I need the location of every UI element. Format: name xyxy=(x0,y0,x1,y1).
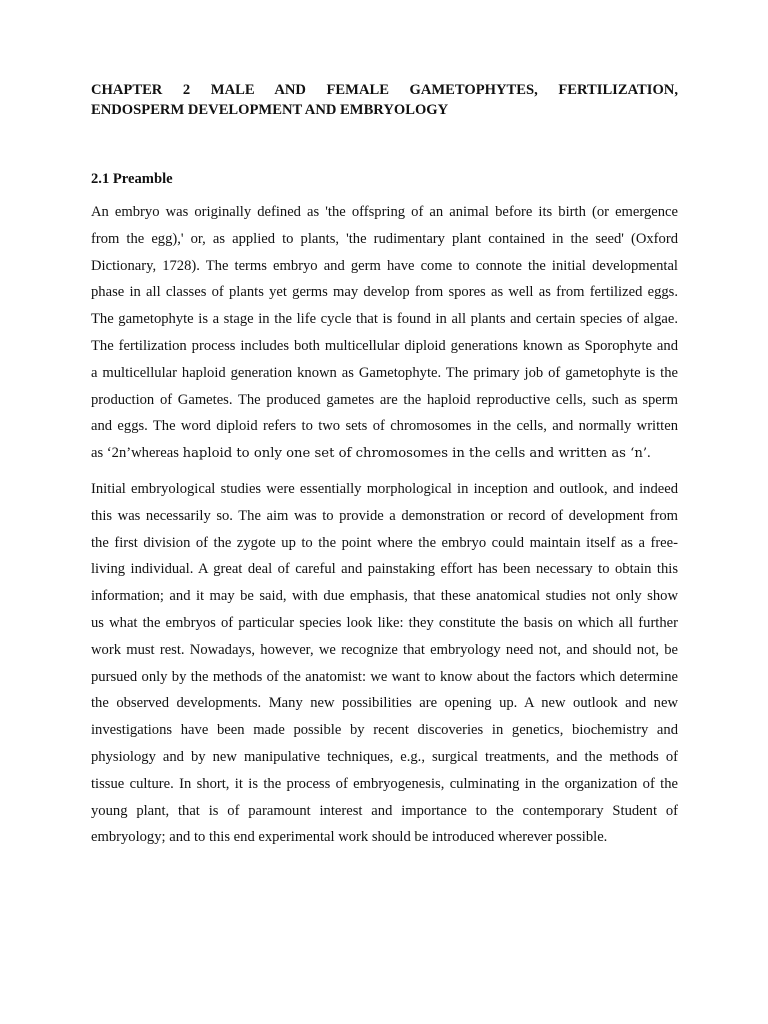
paragraph-line: embryology; and to this end experimental work should be introduced wherever possible. xyxy=(91,829,608,846)
paragraph-line: information; and it may be said, with due emphasis, that these anatomical studies not only show xyxy=(91,588,678,605)
paragraph-line: physiology and by new manipulative techniques, e.g., surgical treatments, and the methods of xyxy=(91,748,678,765)
paragraph-line: the first division of the zygote up to the point where the embryo could maintain itself as a free- xyxy=(91,534,678,551)
paragraph-line: us what the embryos of particular species look like: they constitute the basis on which all further xyxy=(91,614,678,631)
paragraph-line: Dictionary, 1728). The terms embryo and germ have come to connote the initial developmental xyxy=(91,257,678,274)
paragraph-line: The fertilization process includes both multicellular diploid generations known as Sporophyte and xyxy=(91,337,678,354)
paragraph-line: phase in all classes of plants yet germs may develop from spores as well as from fertilized eggs. xyxy=(91,284,678,301)
paragraph-line: production of Gametes. The produced gametes are the haploid reproductive cells, such as sperm xyxy=(91,391,678,408)
last-line-rest: haploid to only one set of chromosomes in the cells and written as ‘n’ xyxy=(182,446,648,462)
last-line-end: . xyxy=(647,445,651,462)
paragraph-preamble-1 xyxy=(91,199,678,468)
chapter-title-line-1: CHAPTER 2 MALE AND FEMALE GAMETOPHYTES, FERTILIZATION, xyxy=(91,82,678,98)
paragraph-line: this was necessarily so. The aim was to provide a demonstration or record of development from xyxy=(91,507,678,524)
paragraph-line: and eggs. The word diploid refers to two sets of chromosomes in the cells, and normally written xyxy=(91,418,678,435)
paragraph-line: The gametophyte is a stage in the life cycle that is found in all plants and certain species of algae. xyxy=(91,311,678,328)
paragraph-line: pursued only by the methods of the anatomist: we want to know about the factors which determine xyxy=(91,668,678,685)
paragraph-line: from the egg),' or, as applied to plants, 'the rudimentary plant contained in the seed' (Oxford xyxy=(91,230,678,247)
paragraph-line: the observed developments. Many new possibilities are opening up. A new outlook and new xyxy=(91,695,678,712)
paragraph-line: work must rest. Nowadays, however, we recognize that embryology need not, and should not, be xyxy=(91,641,678,658)
paragraph-preamble-2 xyxy=(91,476,678,851)
section-heading: 2.1 Preamble xyxy=(91,171,173,187)
paragraph-line: a multicellular haploid generation known as Gametophyte. The primary job of gametophyte is the xyxy=(91,364,678,381)
chapter-title xyxy=(91,80,678,120)
paragraph-line: young plant, that is of paramount interest and importance to the contemporary Student of xyxy=(91,802,678,819)
last-line-start: as ‘2n’whereas xyxy=(91,445,183,462)
paragraph-last-line xyxy=(91,440,678,468)
document-page xyxy=(91,80,678,851)
paragraph-line: tissue culture. In short, it is the process of embryogenesis, culminating in the organization of the xyxy=(91,775,678,792)
paragraph-line: living individual. A great deal of careful and painstaking effort has been necessary to obtain this xyxy=(91,561,678,578)
paragraph-line: An embryo was originally defined as 'the offspring of an animal before its birth (or emergence xyxy=(91,204,678,220)
paragraph-line: Initial embryological studies were essentially morphological in inception and outlook, and indeed xyxy=(91,480,678,497)
chapter-title-line-2: ENDOSPERM DEVELOPMENT AND EMBRYOLOGY xyxy=(91,102,449,118)
paragraph-line: investigations have been made possible by recent discoveries in genetics, biochemistry and xyxy=(91,722,678,739)
